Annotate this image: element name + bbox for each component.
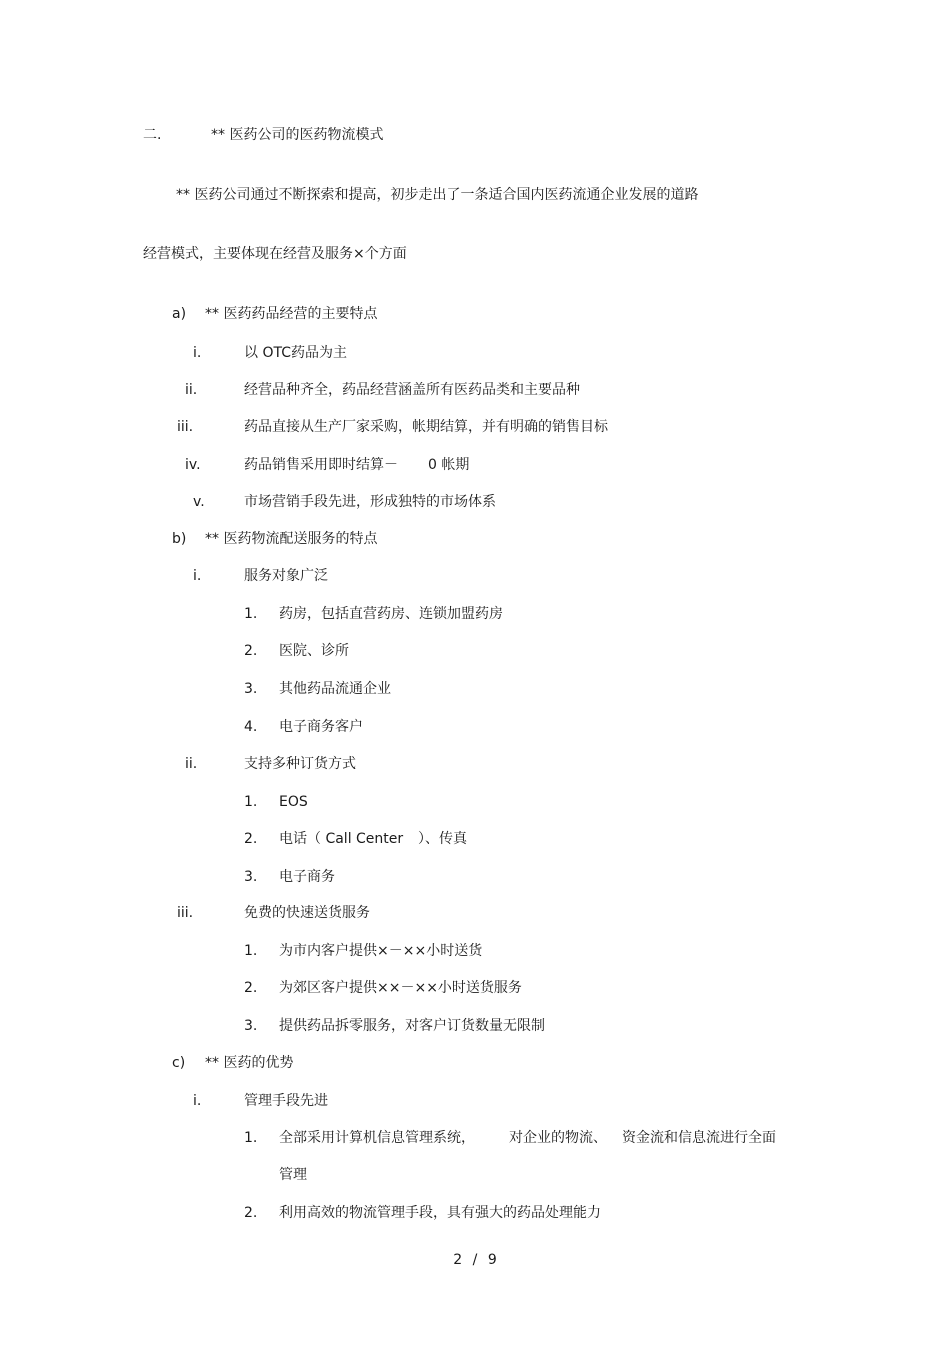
section-number: 二. [143,127,162,143]
intro-line-2: 经营模式，主要体现在经营及服务×个方面 [143,246,407,262]
heading-b: ** 医药物流配送服务的特点 [205,531,378,547]
number-marker: 1. [244,606,258,622]
sub-item: 电子商务 [279,869,335,885]
list-item-suffix: 0 帐期 [428,457,470,473]
number-marker: 3. [244,681,258,697]
sub-item: 医院、诊所 [279,643,349,659]
list-item: 管理手段先进 [244,1093,328,1109]
sub-item: EOS [279,794,308,810]
roman-marker: i. [193,568,202,584]
number-marker: 3. [244,869,258,885]
section-title: ** 医药公司的医药物流模式 [211,127,384,143]
sub-item: 利用高效的物流管理手段，具有强大的药品处理能力 [279,1205,601,1221]
sub-item: 电话（ Call Center [279,831,404,847]
roman-marker: iii. [177,419,194,435]
roman-marker: iv. [185,457,201,473]
roman-marker: v. [193,494,205,510]
page-current: 2 [453,1252,463,1268]
sub-item-continuation: 管理 [279,1167,307,1183]
number-marker: 2. [244,831,258,847]
page-separator: / [472,1252,478,1268]
list-item: 药品直接从生产厂家采购，帐期结算，并有明确的销售目标 [244,419,608,435]
roman-marker: ii. [185,756,198,772]
roman-marker: iii. [177,905,194,921]
list-marker-a: a) [172,306,187,322]
number-marker: 1. [244,943,258,959]
list-marker-b: b) [172,531,187,547]
list-marker-c: c) [172,1055,186,1071]
roman-marker: i. [193,1093,202,1109]
roman-marker: ii. [185,382,198,398]
number-marker: 2. [244,1205,258,1221]
heading-c: ** 医药的优势 [205,1055,294,1071]
list-item: 药品销售采用即时结算－ [244,457,398,473]
roman-marker: i. [193,345,202,361]
number-marker: 3. [244,1018,258,1034]
list-item: 经营品种齐全，药品经营涵盖所有医药品类和主要品种 [244,382,580,398]
number-marker: 1. [244,1130,258,1146]
sub-item-part: 资金流和信息流进行全面 [622,1130,776,1146]
page-number [0,1252,950,1268]
sub-item: 为郊区客户提供××－××小时送货服务 [279,980,522,996]
sub-item-suffix: ）、传真 [418,831,467,847]
list-item: 支持多种订货方式 [244,756,356,772]
number-marker: 1. [244,794,258,810]
sub-item: 电子商务客户 [279,719,363,735]
sub-item: 其他药品流通企业 [279,681,391,697]
intro-line-1: ** 医药公司通过不断探索和提高，初步走出了一条适合国内医药流通企业发展的道路 [176,187,699,203]
number-marker: 4. [244,719,258,735]
sub-item-part: 对企业的物流、 [509,1130,607,1146]
list-item: 市场营销手段先进，形成独特的市场体系 [244,494,496,510]
list-item: 以 OTC药品为主 [244,345,347,361]
sub-item: 全部采用计算机信息管理系统， [279,1130,475,1146]
list-item: 免费的快速送货服务 [244,905,370,921]
sub-item: 为市内客户提供×－××小时送货 [279,943,483,959]
list-item: 服务对象广泛 [244,568,328,584]
page-total: 9 [487,1252,497,1268]
number-marker: 2. [244,980,258,996]
sub-item: 药房，包括直营药房、连锁加盟药房 [279,606,503,622]
sub-item: 提供药品拆零服务，对客户订货数量无限制 [279,1018,545,1034]
heading-a: ** 医药药品经营的主要特点 [205,306,378,322]
number-marker: 2. [244,643,258,659]
